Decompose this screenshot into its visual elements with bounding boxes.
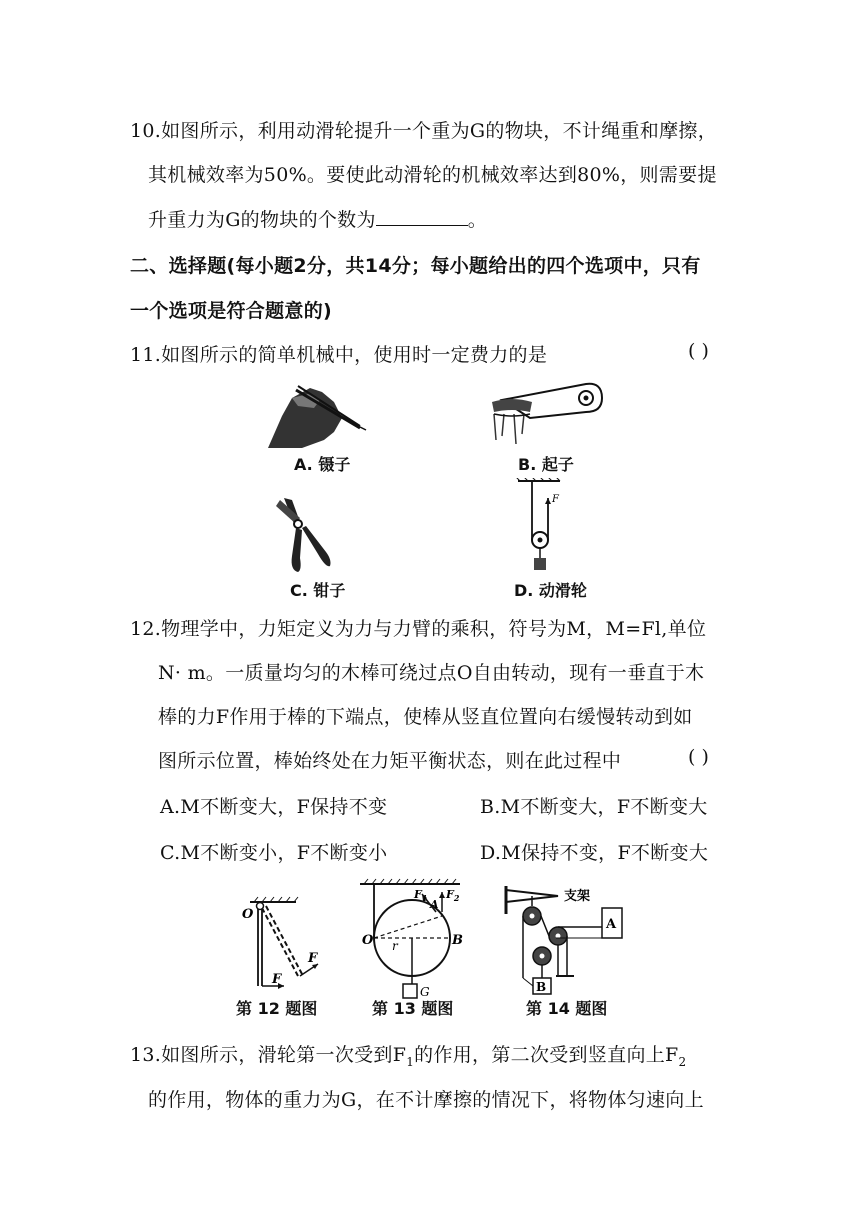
pliers-image [274, 496, 334, 574]
q12-line4: 图所示位置，棒始终处在力矩平衡状态，则在此过程中 [158, 750, 622, 772]
fig12-caption: 第 12 题图 [236, 999, 318, 1018]
q11-stem: 11.如图所示的简单机械中，使用时一定费力的是 [130, 344, 548, 366]
fig14-pulley-system-diagram [496, 878, 636, 1000]
q12-line1: 12.物理学中，力矩定义为力与力臂的乘积，符号为M，M=Fl,单位 [130, 618, 707, 640]
bottle-opener-image [486, 378, 606, 450]
movable-pulley-image [514, 478, 574, 578]
tweezers-image [262, 378, 372, 450]
q10-line3-text: 升重力为G的物块的个数为 [148, 209, 376, 231]
q12-answer-paren[interactable]: ( ) [688, 746, 709, 768]
q11-caption-a: A. 镊子 [294, 455, 351, 474]
fig13-point-b-label: B [452, 933, 463, 948]
q13-line2: 的作用，物体的重力为G，在不计摩擦的情况下，将物体匀速向上 [148, 1089, 704, 1111]
fig14-bracket-label: 支架 [564, 889, 591, 904]
q12-line2: N· m。一质量均匀的木棒可绕过点O自由转动，现有一垂直于木 [158, 662, 705, 684]
fig14-block-b-label: B [536, 980, 547, 994]
section2-heading-line1: 二、选择题(每小题2分，共14分；每小题给出的四个选项中，只有 [130, 255, 701, 277]
fig13-radius-label: r [392, 939, 398, 953]
q11-caption-c: C. 钳子 [290, 581, 346, 600]
fig13-point-a-label: A [430, 898, 439, 911]
fig14-caption: 第 14 题图 [526, 999, 608, 1018]
q10-period: 。 [467, 209, 488, 231]
q13-f2: $F_2$ [665, 1044, 687, 1069]
q10-line2: 其机械效率为50%。要使此动滑轮的机械效率达到80%，则需要提 [148, 164, 717, 186]
fig13-caption: 第 13 题图 [372, 999, 454, 1018]
fig13-weight-label: G [420, 985, 430, 999]
q11-caption-d: D. 动滑轮 [514, 581, 587, 600]
pulley-force-label: F [552, 494, 559, 505]
q12-option-c[interactable]: C.M不断变小，F不断变小 [160, 842, 388, 864]
fig12-rod-diagram [226, 896, 326, 996]
fig13-center-label: O [362, 933, 374, 948]
q11-answer-paren[interactable]: ( ) [688, 340, 709, 362]
q13-line1 [130, 1040, 686, 1069]
fig13-f1-label: $F_1$ [414, 888, 428, 903]
fig12-force-label-2: F [272, 972, 282, 987]
section2-heading-line2: 一个选项是符合题意的) [130, 300, 332, 322]
q10-line1: 10.如图所示，利用动滑轮提升一个重为G的物块，不计绳重和摩擦， [130, 120, 717, 142]
q12-option-d[interactable]: D.M保持不变，F不断变大 [480, 842, 709, 864]
q13-line1-text-2: 的作用，第二次受到竖直向上 [414, 1044, 666, 1066]
q13-f1: $F_1$ [392, 1044, 415, 1069]
q12-line3: 棒的力F作用于棒的下端点，使棒从竖直位置向右缓慢转动到如 [158, 706, 693, 728]
fig14-block-a-label: A [606, 917, 617, 932]
fig12-force-label: F [308, 951, 318, 966]
q13-line1-text: 13.如图所示，滑轮第一次受到 [130, 1044, 393, 1066]
q12-option-a[interactable]: A.M不断变大，F保持不变 [160, 796, 388, 818]
q10-line3 [148, 205, 487, 232]
fig12-pivot-label: O [242, 907, 254, 922]
q12-option-b[interactable]: B.M不断变大，F不断变大 [480, 796, 708, 818]
fig13-f2-label: $F_2$ [446, 888, 460, 903]
answer-blank[interactable] [376, 207, 468, 226]
q11-caption-b: B. 起子 [518, 455, 574, 474]
fig13-pulley-diagram [356, 878, 466, 1000]
